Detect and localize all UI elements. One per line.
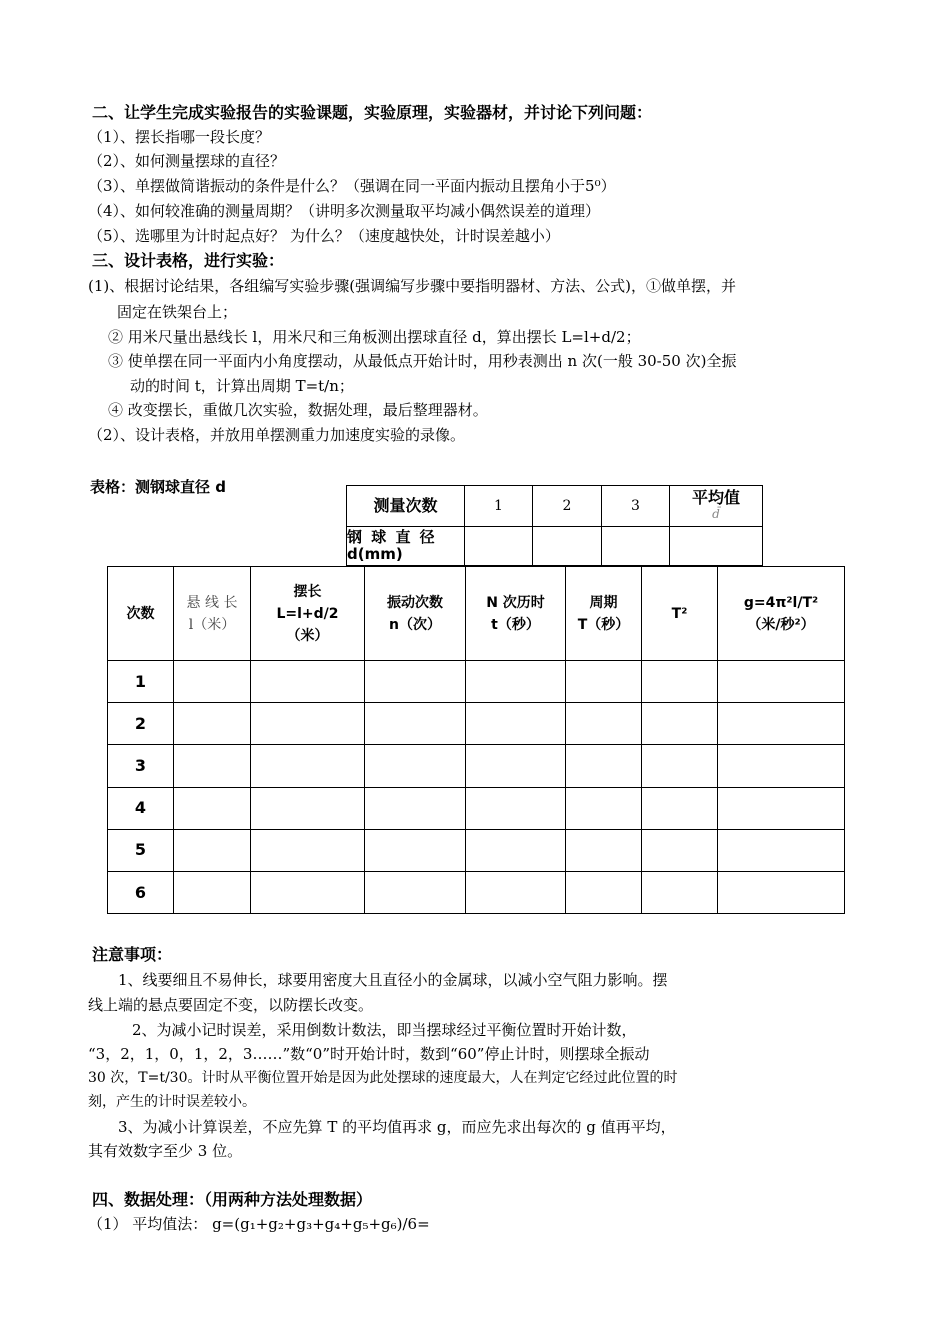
column-header-line: 摆长: [293, 583, 322, 600]
note-line: 3、为减小计算误差，不应先算 T 的平均值再求 g，而应先求出每次的 g 值再平均，: [118, 1118, 676, 1136]
table-row: [108, 871, 845, 913]
input-cell[interactable]: [365, 787, 466, 829]
input-cell[interactable]: [566, 787, 642, 829]
row-number: 4: [108, 787, 174, 829]
row-number: 3: [108, 745, 174, 787]
column-header-line: t（秒）: [491, 616, 540, 633]
average-method-line: （1） 平均值法： g=(g₁+g₂+g₃+g₄+g₅+g₆)/6=: [88, 1215, 430, 1233]
column-header-line: l（米）: [188, 616, 236, 633]
avg-symbol: d̄: [712, 507, 720, 521]
step-text: 动的时间 t，计算出周期 T=t/n；: [130, 377, 354, 395]
input-cell[interactable]: [174, 745, 251, 787]
input-cell[interactable]: [566, 703, 642, 745]
table-row: [108, 745, 845, 787]
input-cell[interactable]: [174, 787, 251, 829]
input-cell[interactable]: [466, 745, 566, 787]
input-cell[interactable]: [533, 527, 602, 566]
section4-heading: 四、数据处理：（用两种方法处理数据）: [92, 1190, 373, 1209]
column-header: [566, 567, 642, 661]
row-number: 5: [108, 829, 174, 871]
row-label-line: d(mm): [347, 545, 403, 563]
input-cell[interactable]: [566, 829, 642, 871]
table-row: [108, 829, 845, 871]
step-text: 固定在铁架台上；: [117, 303, 238, 321]
input-cell[interactable]: [365, 703, 466, 745]
header-cell: 1: [465, 486, 533, 527]
input-cell[interactable]: [642, 745, 718, 787]
row-label: [347, 527, 465, 566]
input-cell[interactable]: [566, 745, 642, 787]
input-cell[interactable]: [365, 829, 466, 871]
row-number: 2: [108, 703, 174, 745]
header-cell: 2: [533, 486, 602, 527]
notes-heading: 注意事项：: [92, 945, 173, 964]
input-cell[interactable]: [566, 661, 642, 703]
input-cell[interactable]: [642, 787, 718, 829]
input-cell[interactable]: [251, 871, 365, 913]
step-text: ② 用米尺量出悬线长 l，用米尺和三角板测出摆球直径 d，算出摆长 L=l+d/2；: [108, 328, 641, 346]
note-line: 30 次，T=t/30。计时从平衡位置开始是因为此处摆球的速度最大，人在判定它经过此位置的时: [88, 1070, 678, 1086]
column-header-line: 振动次数: [387, 594, 443, 611]
input-cell[interactable]: [174, 829, 251, 871]
input-cell[interactable]: [718, 661, 845, 703]
input-cell[interactable]: [365, 871, 466, 913]
table-row: [108, 703, 845, 745]
measurement-table: [107, 566, 845, 914]
input-cell[interactable]: [670, 527, 763, 566]
input-cell[interactable]: [718, 829, 845, 871]
question-1: （1）、摆长指哪一段长度？: [88, 128, 271, 146]
diameter-table-caption: 表格：测钢球直径 d: [90, 478, 226, 496]
question-5: （5）、选哪里为计时起点好？ 为什么？（速度越快处，计时误差越小）: [88, 227, 560, 245]
step-text: (1)、根据讨论结果，各组编写实验步骤(强调编写步骤中要指明器材、方法、公式)，①做单摆，并: [88, 277, 736, 295]
table-row: [108, 787, 845, 829]
input-cell[interactable]: [466, 829, 566, 871]
input-cell[interactable]: [642, 661, 718, 703]
section2-heading: 二、让学生完成实验报告的实验课题，实验原理，实验器材，并讨论下列问题：: [92, 103, 653, 122]
input-cell[interactable]: [365, 745, 466, 787]
input-cell[interactable]: [251, 661, 365, 703]
input-cell[interactable]: [718, 787, 845, 829]
column-header-line: N 次历时: [486, 594, 545, 611]
input-cell[interactable]: [718, 703, 845, 745]
column-header-line: L=l+d/2: [276, 605, 339, 622]
column-header-line: n（次）: [389, 616, 441, 633]
question-3: （3）、单摆做简谐振动的条件是什么？（强调在同一平面内振动且摆角小于5⁰）: [88, 177, 616, 195]
question-4: （4）、如何较准确的测量周期？（讲明多次测量取平均减小偶然误差的道理）: [88, 202, 601, 220]
question-2: （2）、如何测量摆球的直径？: [88, 152, 286, 170]
column-header-line: g=4π²l/T²: [743, 594, 819, 611]
column-header: [251, 567, 365, 661]
column-header-line: （米）: [286, 627, 329, 644]
row-number: 1: [108, 661, 174, 703]
note-line: 刻，产生的计时误差较小。: [88, 1094, 256, 1110]
note-line: 1、线要细且不易伸长，球要用密度大且直径小的金属球，以减小空气阻力影响。摆: [118, 971, 668, 989]
input-cell[interactable]: [466, 871, 566, 913]
section3-heading: 三、设计表格，进行实验：: [92, 251, 285, 270]
input-cell[interactable]: [251, 703, 365, 745]
input-cell[interactable]: [465, 527, 533, 566]
header-cell: [670, 486, 763, 527]
input-cell[interactable]: [174, 661, 251, 703]
input-cell[interactable]: [466, 703, 566, 745]
note-line: 线上端的悬点要固定不变，以防摆长改变。: [88, 996, 374, 1014]
column-header: [718, 567, 845, 661]
input-cell[interactable]: [718, 871, 845, 913]
input-cell[interactable]: [466, 787, 566, 829]
column-header: [108, 567, 174, 661]
column-header: [466, 567, 566, 661]
column-header: [365, 567, 466, 661]
input-cell[interactable]: [251, 745, 365, 787]
input-cell[interactable]: [642, 871, 718, 913]
input-cell[interactable]: [566, 871, 642, 913]
diameter-table: [346, 485, 763, 566]
row-label-line: 钢 球 直 径: [347, 528, 437, 546]
column-header: [174, 567, 251, 661]
column-header-line: 次数: [126, 605, 155, 622]
table-row: [108, 661, 845, 703]
header-cell: 测量次数: [347, 486, 465, 527]
row-number: 6: [108, 871, 174, 913]
column-header: [642, 567, 718, 661]
column-header-line: T²: [671, 605, 688, 622]
input-cell[interactable]: [251, 829, 365, 871]
input-cell[interactable]: [174, 703, 251, 745]
input-cell[interactable]: [251, 787, 365, 829]
column-header-line: （米/秒²）: [747, 616, 815, 633]
note-line: “3，2，1，0，1，2，3……”数“0”时开始计时，数到“60”停止计时，则摆球全振动: [88, 1045, 650, 1063]
note-line: 2、为减小记时误差，采用倒数计数法，即当摆球经过平衡位置时开始计数，: [132, 1021, 637, 1039]
step-text: ③ 使单摆在同一平面内小角度摆动，从最低点开始计时，用秒表测出 n 次(一般 30-50 次)全振: [108, 352, 737, 370]
note-line: 其有效数字至少 3 位。: [88, 1142, 243, 1160]
header-cell: 3: [602, 486, 670, 527]
step-text: ④ 改变摆长，重做几次实验，数据处理，最后整理器材。: [108, 401, 488, 419]
step-text: （2）、设计表格，并放用单摆测重力加速度实验的录像。: [88, 426, 466, 444]
column-header-line: 悬 线 长: [186, 594, 238, 611]
input-cell[interactable]: [718, 745, 845, 787]
input-cell[interactable]: [174, 871, 251, 913]
input-cell[interactable]: [466, 661, 566, 703]
input-cell[interactable]: [602, 527, 670, 566]
input-cell[interactable]: [642, 829, 718, 871]
column-header-line: 周期: [589, 594, 618, 611]
avg-label: 平均值: [691, 488, 740, 507]
input-cell[interactable]: [642, 703, 718, 745]
column-header-line: T（秒）: [577, 616, 630, 633]
input-cell[interactable]: [365, 661, 466, 703]
